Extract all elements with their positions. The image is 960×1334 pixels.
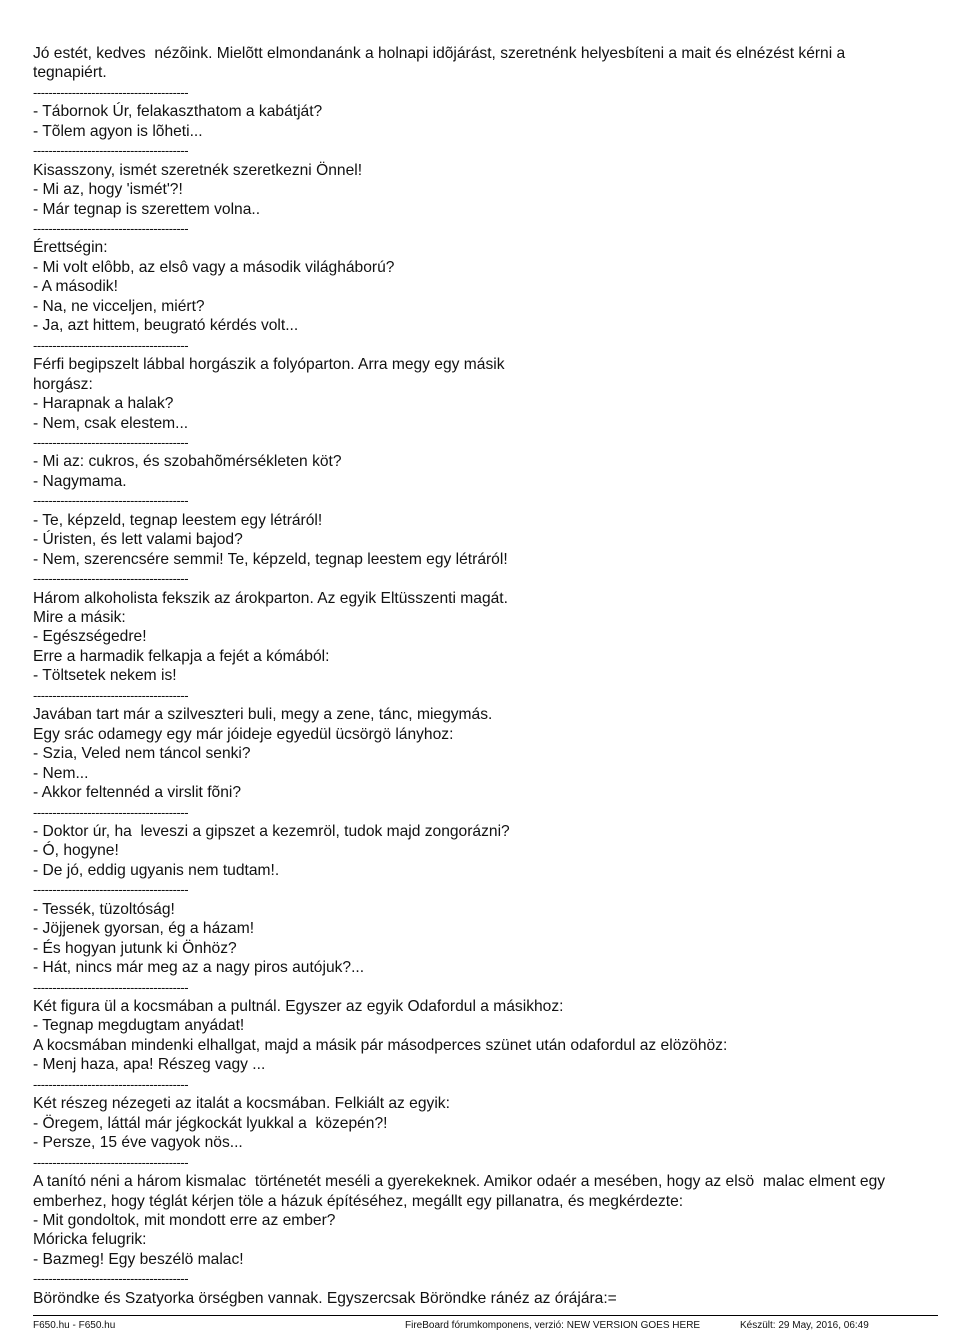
- text-line: - Ó, hogyne!: [33, 842, 119, 860]
- text-line: Erre a harmadik felkapja a fejét a kómából:: [33, 647, 330, 665]
- text-line: - Töltsetek nekem is!: [33, 667, 177, 685]
- text-line: - Bazmeg! Egy beszélö malac!: [33, 1250, 244, 1268]
- separator-line: ----------------------------------------: [33, 143, 189, 159]
- text-line: tegnapiért.: [33, 64, 107, 82]
- text-line: - Tessék, tüzoltóság!: [33, 900, 175, 918]
- footer-site: F650.hu - F650.hu: [33, 1320, 116, 1331]
- text-line: - Mi az, hogy 'ismét'?!: [33, 181, 183, 199]
- text-line: - A második!: [33, 278, 118, 296]
- text-line: - Doktor úr, ha leveszi a gipszet a kezemröl, tudok majd zongorázni?: [33, 822, 510, 840]
- text-line: Böröndke és Szatyorka örségben vannak. Egyszercsak Böröndke ránéz az órájára:=: [33, 1289, 617, 1307]
- text-line: - Mit gondoltok, mit mondott erre az ember?: [33, 1211, 336, 1229]
- text-line: - Nagymama.: [33, 472, 127, 490]
- text-line: - Harapnak a halak?: [33, 395, 174, 413]
- text-line: - Mi volt elôbb, az elsô vagy a második világháború?: [33, 258, 395, 276]
- text-line: - Te, képzeld, tegnap leestem egy létráról!: [33, 511, 323, 529]
- footer-generator: FireBoard fórumkomponens, verzió: NEW VERSION GOES HERE: [405, 1320, 701, 1331]
- text-line: - Persze, 15 éve vagyok nös...: [33, 1134, 243, 1152]
- text-line: Jó estét, kedves nézõink. Mielõtt elmondanánk a holnapi idõjárást, szeretnénk helyesbíteni a mait és elnézést kérni a: [33, 45, 846, 62]
- text-line: - Nem, szerencsére semmi! Te, képzeld, tegnap leestem egy létráról!: [33, 550, 508, 568]
- text-line: Javában tart már a szilveszteri buli, megy a zene, tánc, miegymás.: [33, 706, 493, 724]
- separator-line: ----------------------------------------: [33, 435, 189, 450]
- text-line: - Öregem, láttál már jégkockát lyukkal a közepén?!: [33, 1114, 388, 1132]
- text-line: - Na, ne vicceljen, miért?: [33, 297, 205, 315]
- separator-line: ----------------------------------------: [33, 1154, 189, 1170]
- text-line: - Tegnap megdugtam anyádat!: [33, 1017, 245, 1035]
- text-line: emberhez, hogy téglát kérjen töle a házuk építéséhez, megállt egy pillanatra, és megkérdezte:: [33, 1192, 684, 1210]
- separator-line: ----------------------------------------: [33, 1271, 189, 1287]
- text-line: Móricka felugrik:: [33, 1231, 147, 1249]
- separator-line: ----------------------------------------: [33, 571, 189, 587]
- text-line: A tanító néni a három kismalac történetét meséli a gyerekeknek. Amikor odaér a mesében, hogy az elsö malac elment egy: [33, 1173, 886, 1191]
- text-line: - De jó, eddig ugyanis nem tudtam!.: [33, 861, 280, 879]
- text-line: Érettségin:: [33, 239, 108, 257]
- document-body: [33, 44, 938, 1308]
- separator-line: ----------------------------------------: [33, 882, 189, 898]
- text-line: - Tõlem agyon is lõheti...: [33, 122, 203, 140]
- separator-line: ----------------------------------------: [33, 84, 189, 100]
- text-line: Mire a másik:: [33, 609, 126, 627]
- text-line: - Mi az: cukros, és szobahõmérsékleten köt?: [33, 453, 342, 471]
- separator-line: ----------------------------------------: [33, 1076, 189, 1092]
- separator-line: ----------------------------------------: [33, 979, 189, 995]
- separator-line: ----------------------------------------: [33, 221, 189, 237]
- text-line: A kocsmában mindenki elhallgat, majd a másik pár másodperces szünet után odafordul az elözöhöz:: [33, 1036, 728, 1054]
- text-line: - Tábornok Úr, felakaszthatom a kabátját?: [33, 103, 323, 121]
- text-line: Két részeg nézegeti az italát a kocsmában. Felkiált az egyik:: [33, 1095, 450, 1113]
- text-line: Három alkoholista fekszik az árokparton. Az egyik Eltüsszenti magát.: [33, 589, 508, 607]
- text-line: - Ja, azt hittem, beugrató kérdés volt...: [33, 317, 299, 335]
- separator-line: ----------------------------------------: [33, 493, 189, 509]
- footer-timestamp: Készült: 29 May, 2016, 06:49: [740, 1320, 869, 1331]
- text-line: Egy srác odamegy egy már jóideje egyedül ücsörgö lányhoz:: [33, 725, 454, 743]
- text-line: - Szia, Veled nem táncol senki?: [33, 745, 251, 763]
- text-line: Férfi begipszelt lábbal horgászik a folyóparton. Arra megy egy másik: [33, 356, 505, 374]
- text-line: Két figura ül a kocsmában a pultnál. Egyszer az egyik Odafordul a másikhoz:: [33, 998, 564, 1016]
- page-footer: [0, 1316, 960, 1332]
- separator-line: ----------------------------------------: [33, 804, 189, 820]
- text-line: - Menj haza, apa! Részeg vagy ...: [33, 1056, 266, 1074]
- text-line: - Nem...: [33, 764, 89, 782]
- separator-line: ----------------------------------------: [33, 337, 189, 353]
- text-line: - Hát, nincs már meg az a nagy piros autójuk?...: [33, 959, 365, 977]
- text-line: - Egészségedre!: [33, 628, 147, 646]
- text-line: - Már tegnap is szerettem volna..: [33, 200, 261, 218]
- separator-line: ----------------------------------------: [33, 687, 189, 703]
- text-line: - Akkor feltennéd a virslit fõni?: [33, 784, 242, 802]
- text-line: - Nem, csak elestem...: [33, 414, 189, 432]
- text-line: - Úristen, és lett valami bajod?: [33, 531, 243, 549]
- text-line: Kisasszony, ismét szeretnék szeretkezni Önnel!: [33, 161, 363, 179]
- text-line: - Jöjjenek gyorsan, ég a házam!: [33, 920, 255, 938]
- text-line: - És hogyan jutunk ki Önhöz?: [33, 939, 237, 957]
- text-line: horgász:: [33, 375, 93, 393]
